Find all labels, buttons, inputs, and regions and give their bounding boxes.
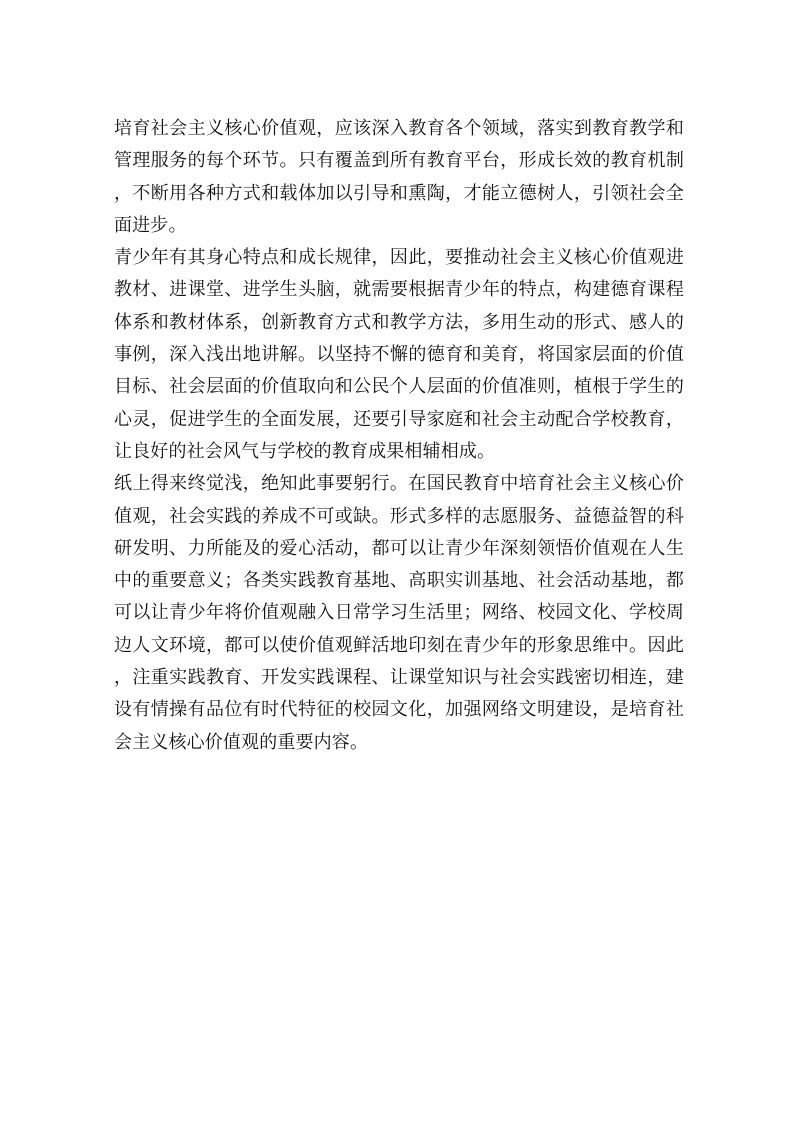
document-body <box>114 113 684 759</box>
paragraph-2: 青少年有其身心特点和成长规律，因此，要推动社会主义核心价值观进教材、进课堂、进学生头脑，就需要根据青少年的特点，构建德育课程体系和教材体系，创新教育方式和教学方法，多用生动的形式、感人的事例，深入浅出地讲解。以坚持不懈的德育和美育，将国家层面的价值目标、社会层面的价值取向和公民个人层面的价值准则，植根于学生的心灵，促进学生的全面发展，还要引导家庭和社会主动配合学校教育，让良好的社会风气与学校的教育成果相辅相成。 <box>114 247 684 462</box>
paragraph-1: 培育社会主义核心价值观，应该深入教育各个领域，落实到教育教学和管理服务的每个环节。只有覆盖到所有教育平台，形成长效的教育机制，不断用各种方式和载体加以引导和熏陶，才能立德树人，引领社会全面进步。 <box>114 118 684 236</box>
paragraph-3: 纸上得来终觉浅，绝知此事要躬行。在国民教育中培育社会主义核心价值观，社会实践的养成不可或缺。形式多样的志愿服务、益德益智的科研发明、力所能及的爱心活动，都可以让青少年深刻领悟价值观在人生中的重要意义；各类实践教育基地、高职实训基地、社会活动基地，都可以让青少年将价值观融入日常学习生活里；网络、校园文化、学校周边人文环境，都可以使价值观鲜活地印刻在青少年的形象思维中。因此，注重实践教育、开发实践课程、让课堂知识与社会实践密切相连，建设有情操有品位有时代特征的校园文化，加强网络文明建设，是培育社会主义核心价值观的重要内容。 <box>114 473 684 753</box>
